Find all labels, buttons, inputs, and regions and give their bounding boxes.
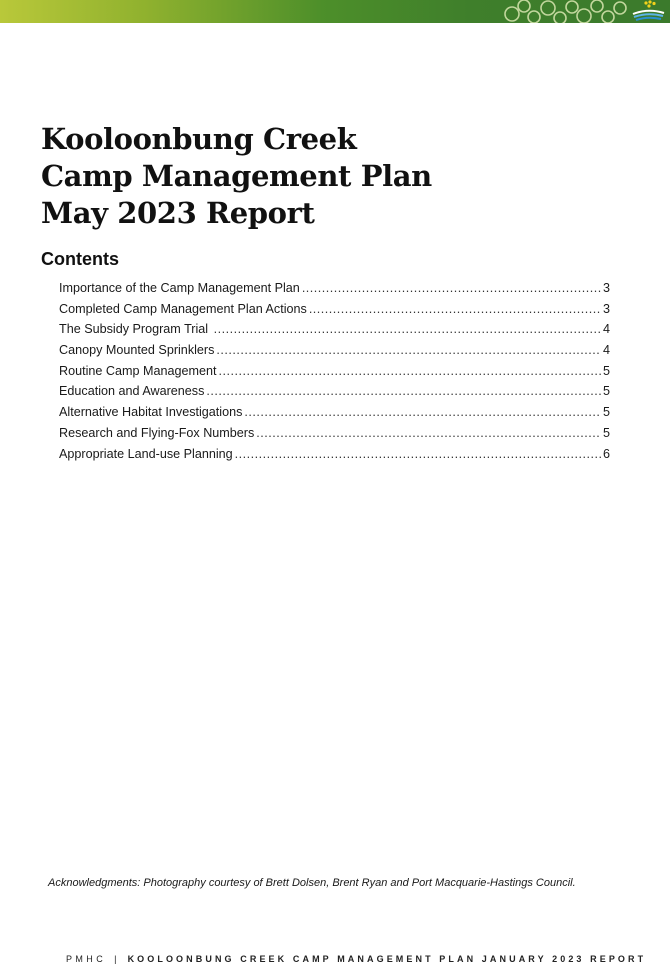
toc-entry[interactable]	[59, 405, 610, 426]
dot-leader	[219, 364, 601, 378]
toc-entry-page: 5	[602, 363, 610, 378]
toc-entry[interactable]	[59, 281, 610, 302]
dot-leader	[206, 384, 601, 398]
dot-leader	[214, 322, 601, 336]
toc-entry-label: Canopy Mounted Sprinklers	[59, 343, 215, 358]
dot-leader	[216, 343, 601, 357]
toc-entry-page: 4	[602, 322, 610, 337]
toc-entry-label: Appropriate Land-use Planning	[59, 446, 233, 461]
dot-leader	[309, 302, 601, 316]
toc-entry[interactable]	[59, 426, 610, 447]
dot-leader	[235, 447, 601, 461]
toc-entry-label: Routine Camp Management	[59, 363, 217, 378]
page-footer	[66, 954, 646, 964]
toc-entry-label: The Subsidy Program Trial	[59, 322, 212, 337]
toc-entry[interactable]	[59, 364, 610, 385]
toc-entry-label: Education and Awareness	[59, 384, 205, 399]
toc-entry-page: 3	[602, 301, 610, 316]
toc-entry-page: 5	[602, 425, 610, 440]
toc-entry-page: 4	[602, 343, 610, 358]
header-band	[0, 0, 670, 23]
toc-entry-label: Research and Flying-Fox Numbers	[59, 425, 255, 440]
footer-separator: |	[114, 954, 120, 964]
title-line: May 2023 Report	[41, 196, 315, 230]
toc-entry-page: 3	[602, 281, 610, 295]
contents-heading: Contents	[41, 249, 119, 269]
toc-entry[interactable]	[59, 384, 610, 405]
toc-entry[interactable]	[59, 322, 610, 343]
toc-entry-page: 5	[602, 405, 610, 420]
table-of-contents	[59, 281, 610, 467]
council-logo-icon	[630, 0, 666, 23]
footer-org: PMHC	[66, 954, 107, 964]
dot-leader	[244, 405, 601, 419]
toc-entry-label: Importance of the Camp Management Plan	[59, 281, 300, 295]
toc-entry-label: Completed Camp Management Plan Actions	[59, 301, 307, 316]
toc-entry-label: Alternative Habitat Investigations	[59, 405, 243, 420]
title-line: Kooloonbung Creek	[41, 122, 357, 156]
page-title	[41, 121, 432, 232]
dot-leader	[256, 426, 601, 440]
toc-entry-page: 5	[602, 384, 610, 399]
dot-leader	[302, 281, 601, 295]
title-line: Camp Management Plan	[41, 159, 432, 193]
footer-title: KOOLOONBUNG CREEK CAMP MANAGEMENT PLAN JANUARY 2023 REPORT	[127, 954, 647, 964]
toc-entry[interactable]	[59, 447, 610, 468]
toc-entry-page: 6	[602, 446, 610, 461]
toc-entry[interactable]	[59, 302, 610, 323]
acknowledgments-text: Acknowledgments: Photography courtesy of Brett Dolsen, Brent Ryan and Port Macquarie-Hastings Council.	[48, 877, 576, 889]
toc-entry[interactable]	[59, 343, 610, 364]
